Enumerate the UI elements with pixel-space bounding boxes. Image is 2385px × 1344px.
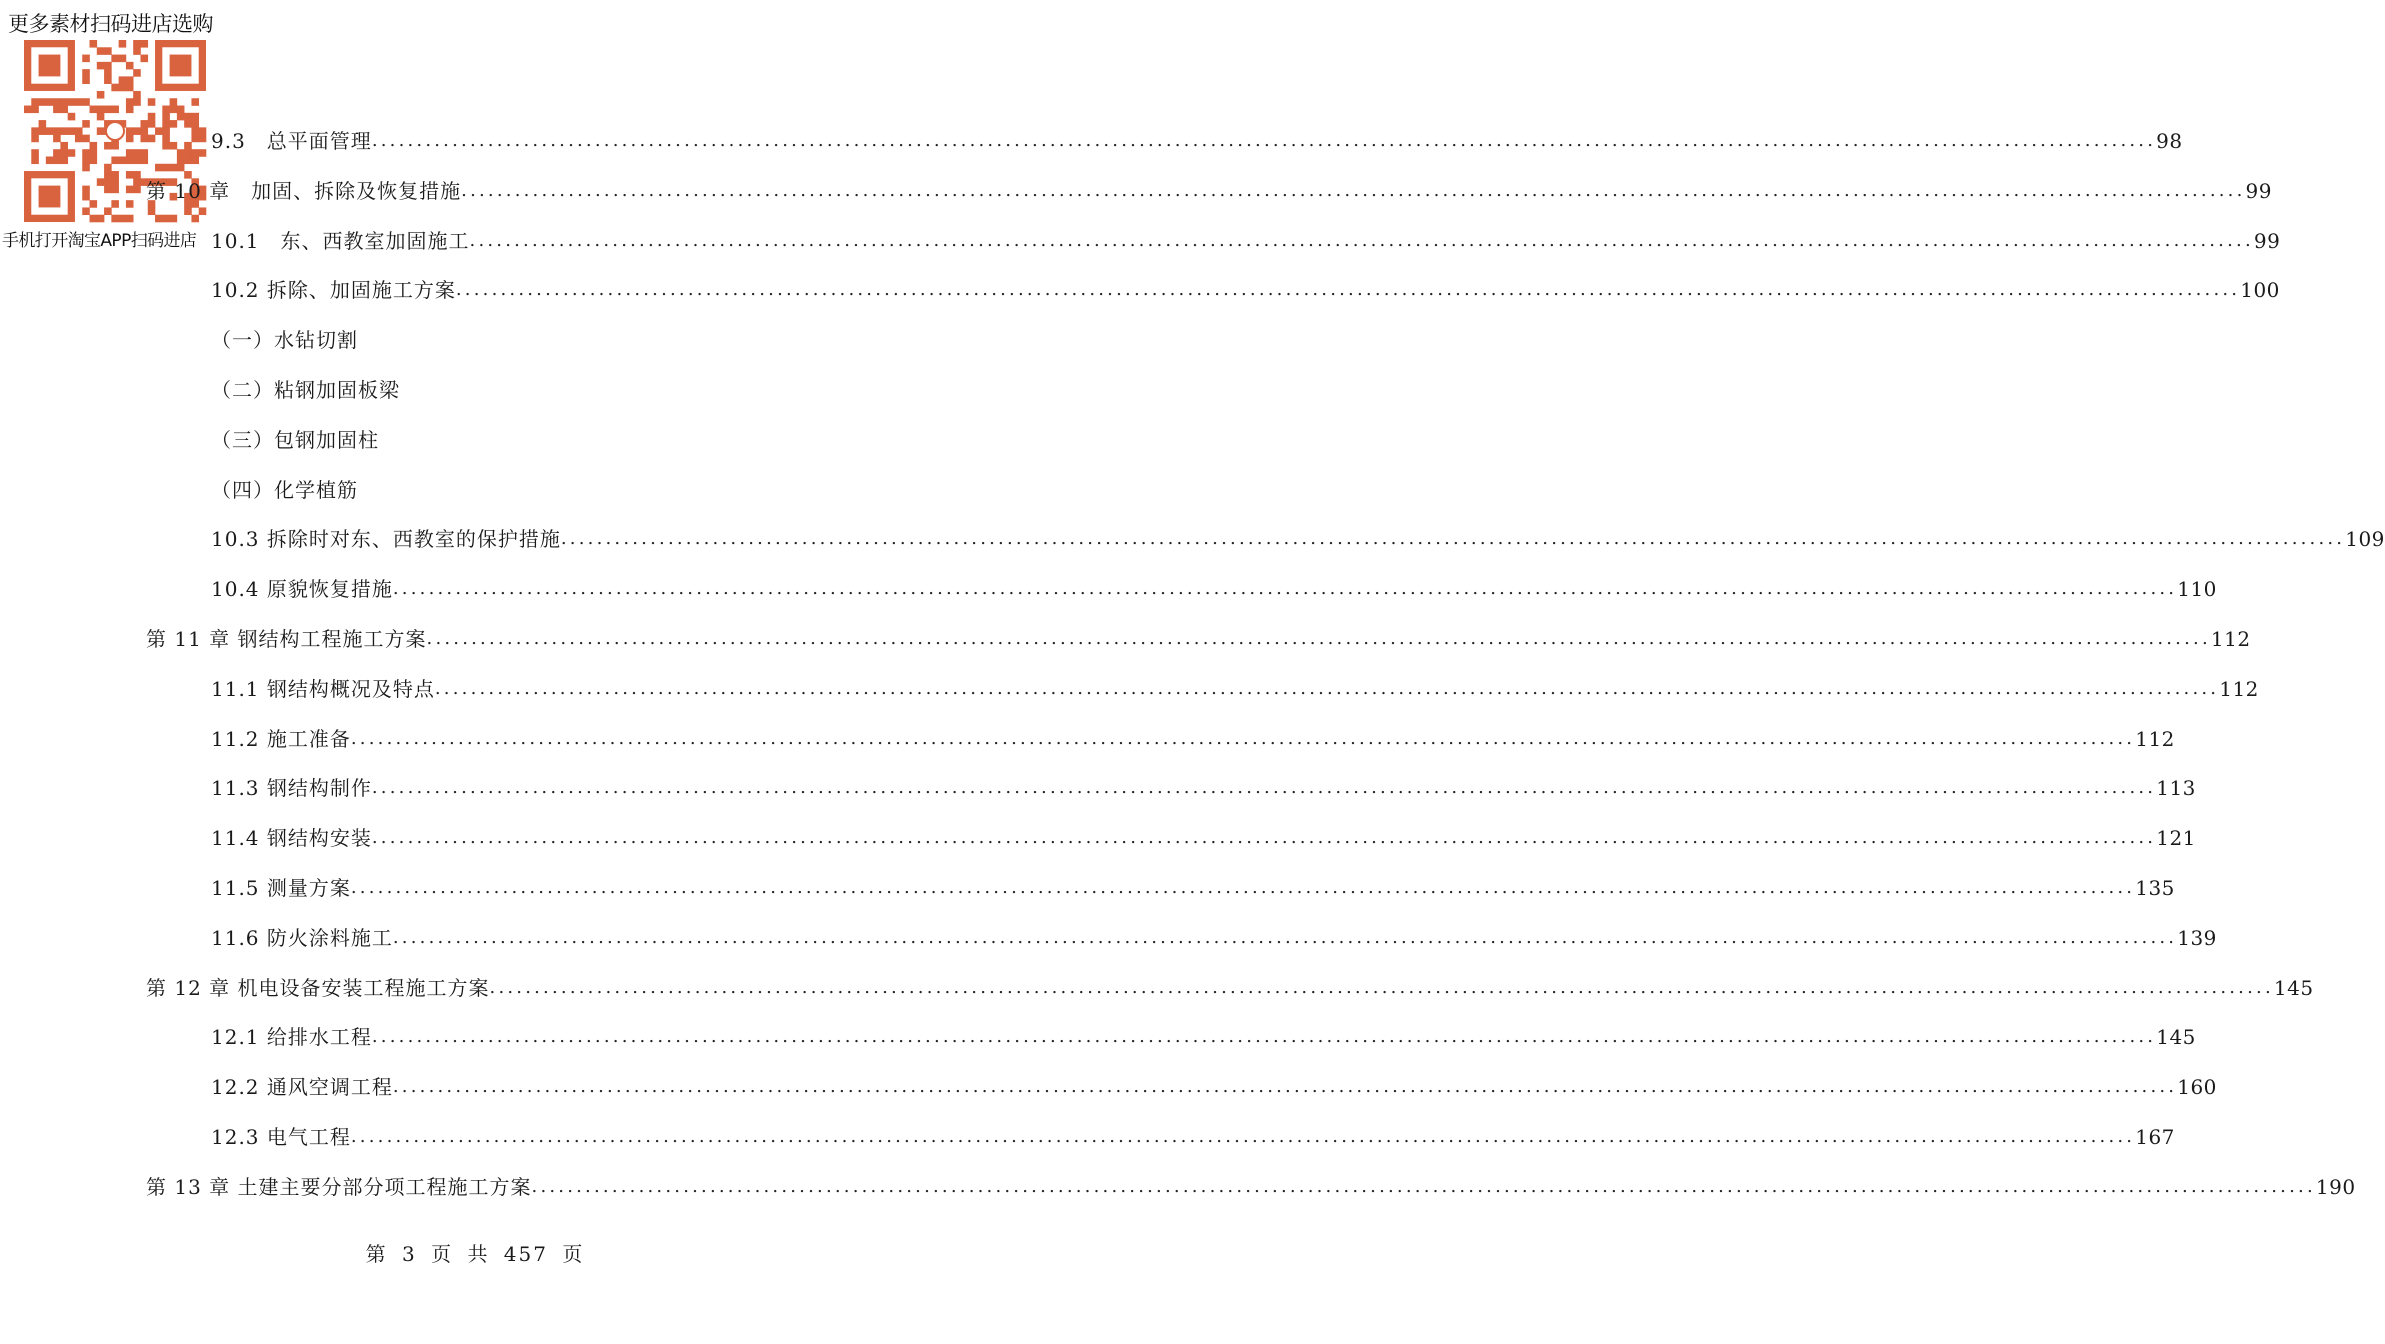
toc-entry-page: 167	[2135, 1125, 2175, 1149]
toc-leader-dots: ........................................................................................................................................................................................................	[392, 926, 2178, 948]
toc-entry-title: 12.3 电气工程	[211, 1125, 351, 1149]
toc-entry-page: 112	[2135, 726, 2175, 751]
toc-leader-dots: ........................................................................................................................................................................................................	[371, 777, 2157, 799]
toc-entry[interactable]	[211, 524, 2385, 554]
toc-entry-title: 10.4 原貌恢复措施	[211, 577, 393, 602]
toc-leader-dots: ........................................................................................................................................................................................................	[350, 727, 2136, 749]
toc-entry-title: 第 13 章 土建主要分部分项工程施工方案	[146, 1174, 532, 1199]
toc-entry-page: 99	[2245, 178, 2272, 203]
toc-entry-title: 10.3 拆除时对东、西教室的保护措施	[211, 527, 561, 552]
toc-entry[interactable]	[211, 1072, 2217, 1102]
toc-leader-dots: ........................................................................................................................................................................................................	[371, 1026, 2157, 1048]
toc-entry-page: 110	[2177, 577, 2217, 602]
toc-leader-dots: ........................................................................................................................................................................................................	[531, 1175, 2316, 1197]
toc-entry-page: 112	[2210, 627, 2251, 651]
toc-entry-title: （二）粘钢加固板梁	[211, 378, 400, 402]
toc-entry[interactable]	[211, 375, 400, 405]
toc-entry-page: 98	[2156, 129, 2183, 153]
toc-leader-dots: ........................................................................................................................................................................................................	[392, 1076, 2178, 1098]
toc-entry-title: 11.3 钢结构制作	[211, 776, 372, 801]
toc-entry[interactable]	[211, 873, 2175, 903]
toc-entry-page: 121	[2156, 826, 2196, 851]
toc-entry-page: 135	[2135, 876, 2175, 900]
toc-entry-page: 160	[2177, 1075, 2217, 1100]
toc-entry-title: 第 11 章 钢结构工程施工方案	[146, 627, 427, 651]
toc-entry[interactable]	[146, 1172, 2356, 1202]
toc-entry[interactable]	[211, 674, 2259, 704]
toc-entry-title: 第 12 章 机电设备安装工程施工方案	[146, 975, 490, 1000]
toc-entry-page: 113	[2156, 776, 2196, 801]
toc-entry[interactable]	[211, 724, 2175, 754]
toc-entry-title: 11.4 钢结构安装	[211, 826, 372, 851]
toc-entry-page: 145	[2156, 1025, 2196, 1050]
toc-entry-page: 109	[2345, 527, 2385, 552]
toc-entry-title: 11.2 施工准备	[211, 726, 351, 751]
toc-entry[interactable]	[211, 475, 358, 505]
toc-entry-page: 139	[2177, 925, 2217, 950]
toc-entry-title: 第 10 章 加固、拆除及恢复措施	[146, 178, 462, 203]
toc-entry-page: 100	[2240, 278, 2280, 303]
toc-leader-dots: ........................................................................................................................................................................................................	[560, 528, 2346, 550]
toc-entry[interactable]	[211, 226, 2281, 256]
toc-entry[interactable]	[211, 823, 2196, 853]
toc-leader-dots: ........................................................................................................................................................................................................	[489, 976, 2274, 998]
toc-entry-page: 112	[2219, 676, 2259, 701]
promo-top-text: 更多素材扫码进店选购	[8, 12, 213, 36]
promo-bottom-text: 手机打开淘宝APP扫码进店	[2, 231, 197, 251]
toc-entry-title: （一）水钻切割	[211, 328, 358, 353]
toc-leader-dots: ........................................................................................................................................................................................................	[434, 677, 2220, 699]
toc-entry[interactable]	[146, 973, 2314, 1003]
toc-entry-title: 12.2 通风空调工程	[211, 1075, 393, 1100]
toc-leader-dots: ........................................................................................................................................................................................................	[371, 827, 2157, 849]
toc-entry-page: 99	[2253, 228, 2281, 253]
toc-leader-dots: ........................................................................................................................................................................................................	[371, 130, 2157, 151]
toc-leader-dots: ........................................................................................................................................................................................................	[455, 279, 2241, 301]
toc-leader-dots: ........................................................................................................................................................................................................	[461, 179, 2246, 201]
toc-entry-title: 10.2 拆除、加固施工方案	[211, 278, 456, 303]
toc-leader-dots: ........................................................................................................................................................................................................	[350, 1126, 2136, 1147]
toc-entry[interactable]	[211, 773, 2196, 803]
toc-entry[interactable]	[146, 624, 2251, 654]
toc-entry-page: 145	[2273, 975, 2314, 1000]
toc-leader-dots: ........................................................................................................................................................................................................	[350, 877, 2136, 898]
toc-entry-page: 190	[2315, 1174, 2356, 1199]
toc-entry-title: 11.6 防火涂料施工	[211, 925, 393, 950]
toc-entry-title: （三）包钢加固柱	[211, 427, 379, 452]
toc-entry[interactable]	[211, 425, 379, 455]
toc-leader-dots: ........................................................................................................................................................................................................	[426, 628, 2211, 649]
toc-entry[interactable]	[146, 176, 2272, 206]
toc-entry[interactable]	[211, 126, 2183, 156]
toc-entry[interactable]	[211, 325, 358, 355]
toc-entry[interactable]	[211, 574, 2217, 604]
toc-entry-title: 11.1 钢结构概况及特点	[211, 676, 435, 701]
toc-entry-title: 9.3 总平面管理	[211, 129, 372, 153]
page-footer: 第 3 页 共 457 页	[365, 1242, 585, 1266]
toc-entry-title: 10.1 东、西教室加固施工	[211, 228, 470, 253]
toc-entry-title: （四）化学植筋	[211, 477, 358, 502]
toc-leader-dots: ........................................................................................................................................................................................................	[392, 578, 2178, 600]
toc-entry-title: 11.5 测量方案	[211, 876, 351, 900]
toc-entry[interactable]	[211, 275, 2280, 305]
toc-entry[interactable]	[211, 1122, 2175, 1152]
toc-entry-title: 12.1 给排水工程	[211, 1025, 372, 1050]
toc-leader-dots: ........................................................................................................................................................................................................	[469, 229, 2254, 251]
toc-entry[interactable]	[211, 923, 2217, 953]
toc-entry[interactable]	[211, 1022, 2196, 1052]
